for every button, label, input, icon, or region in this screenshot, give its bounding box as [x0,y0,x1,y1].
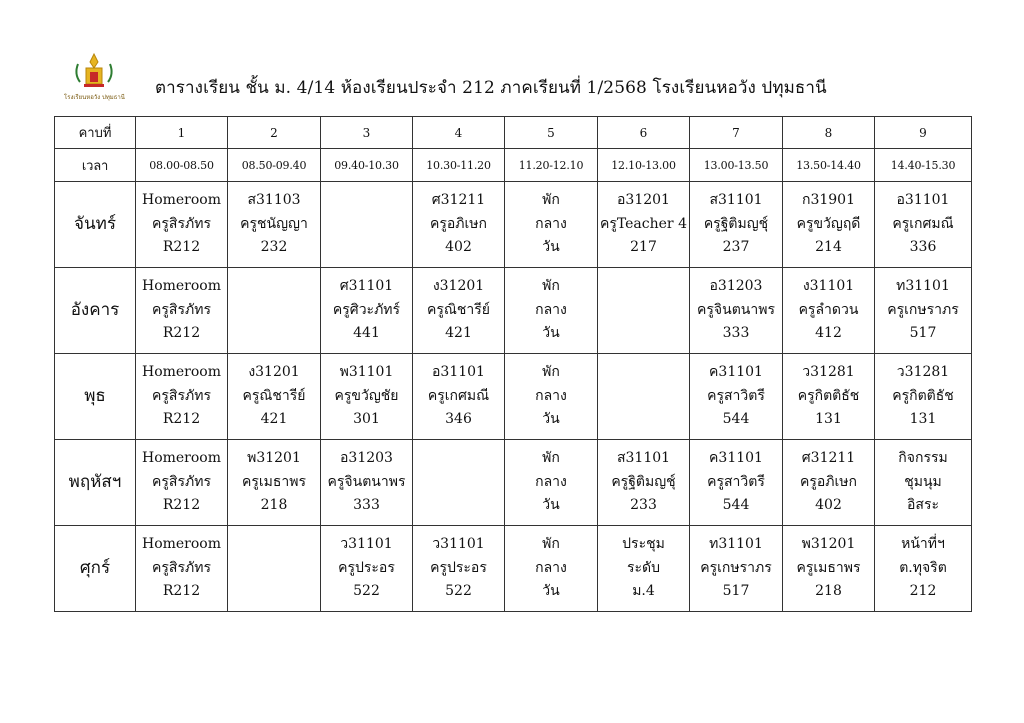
class-cell-line: R212 [162,239,201,256]
class-cell-line: กลาง [535,387,567,404]
class-cell-line: Homeroom [141,450,222,467]
class-cell-line: อ31101 [432,364,485,381]
class-cell-line: 544 [722,411,750,428]
class-cell [228,182,321,268]
class-cell-line: 412 [815,325,842,342]
class-cell [783,440,875,526]
class-cell-line: ครูสิรภัทร [152,473,211,490]
class-cell-line: 218 [260,497,288,514]
class-cell-line: ครูเกษราภร [887,301,959,318]
time-slot: 14.40-15.30 [875,149,972,182]
class-cell-line: ม.4 [632,583,655,600]
class-cell-line: ว31101 [432,536,485,553]
period-number: 7 [690,117,783,149]
class-cell [598,526,690,612]
class-cell-line: ว31101 [340,536,393,553]
class-cell-line: วัน [542,411,560,428]
class-cell [505,182,598,268]
time-slot: 10.30-11.20 [413,149,505,182]
day-row [55,354,972,440]
class-cell [875,182,972,268]
class-cell-line: ครูสาวิตรี [707,387,765,404]
class-cell-line: พัก [542,192,560,209]
class-cell-line: 131 [815,411,842,428]
class-cell-line: ศ31211 [431,192,486,209]
class-cell-line: ครูฐิติมญชุ์ [611,473,676,490]
period-number: 1 [136,117,228,149]
class-cell-line: 237 [722,239,750,256]
class-cell-line: ระดับ [626,559,661,576]
class-cell [690,182,783,268]
class-cell [413,354,505,440]
class-cell [321,182,413,268]
class-cell-line: ว31281 [802,364,855,381]
class-cell-line: ครูกิตติธัช [797,387,860,404]
class-cell-line: อ31203 [340,450,393,467]
class-cell-line: ส31103 [247,192,301,209]
class-cell-line: ครูสิรภัทร [152,559,211,576]
class-cell-line: วัน [542,497,560,514]
class-cell-line: ครูเกษราภร [700,559,772,576]
class-cell [505,354,598,440]
class-cell-line: ครูกิตติธัช [892,387,954,404]
class-cell-line: พัก [542,536,560,553]
class-cell-line: 218 [815,583,842,600]
period-number: 2 [228,117,321,149]
class-cell-line: 333 [353,497,380,514]
period-header-row [55,117,972,149]
class-cell-line: กลาง [535,473,567,490]
timetable [54,116,972,612]
day-name: อังคาร [55,268,136,354]
class-cell-line: 517 [722,583,750,600]
class-cell [783,526,875,612]
class-cell-line: 232 [260,239,288,256]
class-cell-line: ค31101 [709,364,763,381]
time-slot: 12.10-13.00 [598,149,690,182]
class-cell-line: ท31101 [709,536,763,553]
class-cell-line: ครูอภิเษก [799,473,857,490]
class-cell-line: ครูศิวะภัทร์ [332,301,401,318]
logo-caption: โรงเรียนหอวัง ปทุมธานี [64,94,125,101]
class-cell [875,354,972,440]
class-cell-line: ชุมนุม [904,473,942,490]
class-cell-line: ครูเกศมณี [427,387,490,404]
class-cell-line: ครูสิรภัทร [152,301,211,318]
class-cell-line: 301 [353,411,380,428]
class-cell [505,440,598,526]
class-cell-line: Homeroom [141,278,222,295]
period-number: 4 [413,117,505,149]
day-name: จันทร์ [55,182,136,268]
period-label: คาบที่ [55,117,136,149]
class-cell-line: ครูสาวิตรี [707,473,765,490]
time-slot: 13.00-13.50 [690,149,783,182]
time-row [55,149,972,182]
class-cell [875,268,972,354]
class-cell [783,182,875,268]
day-row [55,182,972,268]
class-cell-line: ส31101 [709,192,763,209]
class-cell [413,440,505,526]
class-cell-line: 421 [445,325,472,342]
period-number: 8 [783,117,875,149]
class-cell-line: วัน [542,239,560,256]
class-cell-line: 346 [445,411,472,428]
class-cell-line: ครูลำดวน [798,301,859,318]
class-cell-line: ครูTeacher 4 [600,215,687,232]
class-cell-line: พ31201 [801,536,856,553]
class-cell-line: กิจกรรม [898,450,948,467]
class-cell [321,526,413,612]
class-cell-line: 214 [815,239,842,256]
class-cell-line: ครูจินตนาพร [697,301,775,318]
day-row [55,526,972,612]
class-cell [690,354,783,440]
class-cell-line: ครูเกศมณี [892,215,954,232]
class-cell-line: 421 [260,411,288,428]
class-cell [690,268,783,354]
class-cell [228,268,321,354]
class-cell [505,268,598,354]
class-cell-line: ครูสิรภัทร [152,387,211,404]
class-cell [413,268,505,354]
class-cell-line: 522 [353,583,380,600]
class-cell [228,440,321,526]
class-cell-line: อ31203 [709,278,763,295]
time-slot: 11.20-12.10 [505,149,598,182]
class-cell-line: พ31201 [247,450,301,467]
class-cell-line: 402 [445,239,472,256]
class-cell-line: ต.ทุจริต [899,559,947,576]
school-emblem-icon [64,52,124,92]
class-cell-line: ครูณิชารีย์ [242,387,306,404]
class-cell [875,440,972,526]
class-cell [783,268,875,354]
class-cell-line: 517 [909,325,937,342]
class-cell-line: ง31201 [248,364,300,381]
class-cell-line: 522 [445,583,472,600]
class-cell-line: วัน [542,583,560,600]
class-cell-line: R212 [162,583,201,600]
class-cell-line: พ31101 [339,364,394,381]
class-cell [690,526,783,612]
class-cell-line: ครูประอร [430,559,487,576]
class-cell [136,182,228,268]
class-cell [598,440,690,526]
day-row [55,440,972,526]
period-number: 6 [598,117,690,149]
page-title: ตารางเรียน ชั้น ม. 4/14 ห้องเรียนประจำ 212 ภาคเรียนที่ 1/2568 โรงเรียนหอวัง ปทุมธานี [155,78,827,98]
time-label: เวลา [55,149,136,182]
class-cell-line: กลาง [535,215,567,232]
class-cell-line: หน้าที่ฯ [901,536,945,553]
time-slot: 08.50-09.40 [228,149,321,182]
class-cell-line: 212 [909,583,937,600]
class-cell-line: ครูฐิติมญชุ์ [703,215,769,232]
period-number: 9 [875,117,972,149]
class-cell [413,182,505,268]
class-cell-line: อิสระ [907,497,939,514]
class-cell-line: กลาง [535,559,567,576]
class-cell-line: 402 [815,497,842,514]
class-cell-line: ครูเมธาพร [796,559,861,576]
class-cell [690,440,783,526]
day-name: พฤหัสฯ [55,440,136,526]
class-cell-line: อ31201 [617,192,670,209]
class-cell-line: ง31101 [802,278,855,295]
class-cell-line: ศ31211 [801,450,856,467]
class-cell-line: ครูอภิเษก [429,215,487,232]
class-cell-line: ครูณิชารีย์ [427,301,490,318]
day-row [55,268,972,354]
class-cell-line: ครูชนัญญา [240,215,308,232]
time-slot: 13.50-14.40 [783,149,875,182]
class-cell [228,354,321,440]
period-number: 3 [321,117,413,149]
class-cell [228,526,321,612]
class-cell [321,268,413,354]
class-cell [598,268,690,354]
class-cell-line: ก31901 [801,192,855,209]
class-cell-line: ส31101 [616,450,671,467]
class-cell-line: ครูจินตนาพร [327,473,406,490]
class-cell-line: ท31101 [896,278,950,295]
class-cell-line: กลาง [535,301,567,318]
class-cell-line: พัก [542,278,560,295]
class-cell-line: R212 [162,325,201,342]
class-cell [321,440,413,526]
class-cell-line: ครูขวัญฤดี [796,215,861,232]
class-cell-line: ครูสิรภัทร [152,215,211,232]
class-cell-line: Homeroom [141,192,222,209]
class-cell-line: ค31101 [709,450,763,467]
class-cell-line: อ31101 [896,192,950,209]
time-slot: 09.40-10.30 [321,149,413,182]
class-cell-line: 131 [909,411,937,428]
class-cell-line: ง31201 [432,278,485,295]
class-cell [321,354,413,440]
day-name: ศุกร์ [55,526,136,612]
class-cell [413,526,505,612]
class-cell [598,354,690,440]
class-cell-line: ว31281 [896,364,950,381]
class-cell-line: ครูประอร [338,559,395,576]
class-cell [136,354,228,440]
class-cell-line: 233 [630,497,657,514]
class-cell-line: 336 [909,239,937,256]
class-cell-line: ศ31101 [339,278,394,295]
class-cell-line: R212 [162,411,201,428]
class-cell [136,526,228,612]
class-cell [136,440,228,526]
period-number: 5 [505,117,598,149]
class-cell-line: 544 [722,497,750,514]
class-cell [783,354,875,440]
class-cell-line: พัก [542,450,560,467]
class-cell-line: 441 [353,325,380,342]
class-cell [136,268,228,354]
class-cell-line: ประชุม [622,536,665,553]
class-cell-line: 217 [630,239,657,256]
class-cell-line: R212 [162,497,201,514]
class-cell-line: พัก [542,364,560,381]
class-cell-line: Homeroom [141,536,222,553]
class-cell-line: ครูขวัญชัย [334,387,399,404]
class-cell-line: 333 [722,325,750,342]
class-cell [505,526,598,612]
day-name: พุธ [55,354,136,440]
school-logo [64,52,124,100]
class-cell-line: ครูเมธาพร [241,473,307,490]
class-cell-line: Homeroom [141,364,222,381]
class-cell [598,182,690,268]
class-cell [875,526,972,612]
class-cell-line: วัน [542,325,560,342]
time-slot: 08.00-08.50 [136,149,228,182]
